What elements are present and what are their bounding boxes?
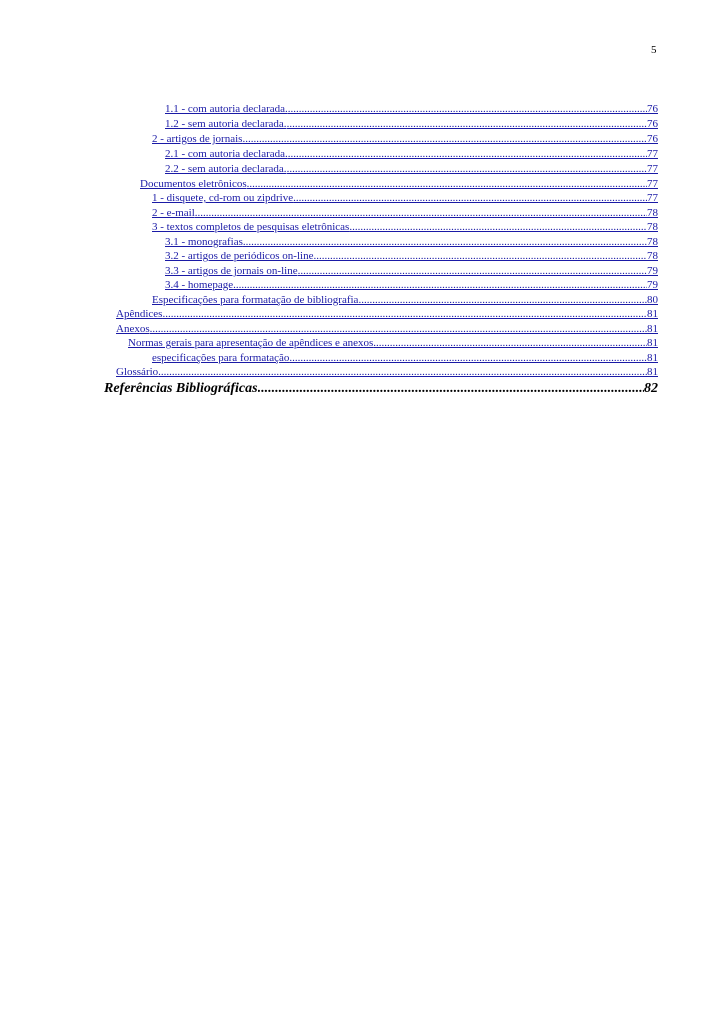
toc-entry-textos-completos[interactable]	[152, 220, 658, 235]
toc-entry-page: 77	[647, 192, 658, 204]
toc-leader-dots	[158, 365, 647, 379]
toc-entry-page: 76	[647, 118, 658, 130]
toc-entry-documentos-eletronicos[interactable]	[140, 177, 658, 192]
toc-entry-page: 81	[647, 308, 658, 320]
toc-entry-page: 78	[647, 207, 658, 219]
toc-entry-glossario[interactable]	[116, 365, 658, 380]
toc-leader-dots	[287, 117, 647, 131]
toc-entry-title: especificações para formatação	[152, 352, 290, 364]
toc-entry-title: Documentos eletrônicos	[140, 178, 247, 190]
toc-entry-title: Anexos	[116, 323, 150, 335]
toc-entry-title: 1 - disquete, cd-rom ou zipdrive	[152, 192, 294, 204]
toc-entry-title: 3.2 - artigos de periódicos on-line	[165, 250, 314, 262]
toc-entry-referencias-bibliograficas[interactable]	[104, 380, 658, 400]
toc-entry-page: 76	[647, 103, 658, 115]
toc-entry-page: 78	[647, 250, 658, 262]
toc-leader-dots	[242, 132, 647, 146]
toc-entry-page: 81	[647, 337, 658, 349]
toc-entry-page: 81	[647, 366, 658, 378]
toc-entry-2-1-com-autoria[interactable]	[165, 147, 658, 162]
toc-entry-artigos-jornais-online[interactable]	[165, 264, 658, 279]
toc-leader-dots	[233, 278, 647, 292]
toc-entry-page: 78	[647, 221, 658, 233]
toc-entry-anexos[interactable]	[116, 322, 658, 337]
toc-entry-title: 2 - artigos de jornais	[152, 133, 243, 145]
toc-entry-title: 2.2 - sem autoria declarada.	[165, 163, 287, 175]
toc-leader-dots	[195, 206, 647, 220]
toc-entry-page: 80	[647, 294, 658, 306]
toc-entry-monografias[interactable]	[165, 235, 658, 250]
toc-leader-dots	[162, 307, 647, 321]
toc-entry-1-2-sem-autoria[interactable]	[165, 117, 658, 132]
toc-leader-dots	[243, 235, 647, 249]
toc-entry-especificacoes-bibliografia[interactable]	[152, 293, 658, 308]
toc-entry-page: 78	[647, 236, 658, 248]
toc-entry-title: 2 - e-mail	[152, 207, 195, 219]
toc-entry-title: Apêndices	[116, 308, 163, 320]
page-number: 5	[651, 44, 657, 56]
toc-entry-especificacoes-formatacao[interactable]	[152, 351, 658, 366]
toc-entry-e-mail[interactable]	[152, 206, 658, 221]
toc-entry-page: 81	[647, 352, 658, 364]
toc-leader-dots	[293, 191, 647, 205]
toc-leader-dots	[358, 293, 647, 307]
toc-entry-title: 1.2 - sem autoria declarada.	[165, 118, 287, 130]
toc-entry-title: 3.4 - homepage	[165, 279, 234, 291]
toc-entry-page: 82	[644, 381, 658, 396]
toc-leader-dots	[288, 147, 647, 161]
toc-entry-page: 77	[647, 178, 658, 190]
toc-leader-dots	[247, 177, 647, 191]
toc-entry-title: 3 - textos completos de pesquisas eletrônicas	[152, 221, 350, 233]
toc-entry-normas-gerais[interactable]	[128, 336, 658, 351]
toc-entry-title: Glossário	[116, 366, 159, 378]
toc-entry-page: 76	[647, 133, 658, 145]
toc-entry-title: 3.1 - monografias	[165, 236, 243, 248]
toc-entry-title: 2.1 - com autoria declarada.	[165, 148, 288, 160]
toc-entry-title: Especificações para formatação de bibliografia	[152, 294, 359, 306]
toc-entry-disquete[interactable]	[152, 191, 658, 206]
toc-entry-artigos-de-jornais[interactable]	[152, 132, 658, 147]
toc-entry-page: 79	[647, 265, 658, 277]
toc-entry-artigos-periodicos[interactable]	[165, 249, 658, 264]
toc-leader-dots	[150, 322, 647, 336]
toc-entry-title: 3.3 - artigos de jornais on-line	[165, 265, 298, 277]
toc-entry-page: 77	[647, 163, 658, 175]
toc-leader-dots	[373, 336, 647, 350]
toc-leader-dots	[313, 249, 647, 263]
toc-leader-dots	[287, 162, 647, 176]
toc-leader-dots	[289, 351, 647, 365]
toc-entry-title: Referências Bibliográficas	[104, 381, 258, 396]
toc-entry-title: 1.1 - com autoria declarada.	[165, 103, 288, 115]
toc-leader-dots	[349, 220, 647, 234]
toc-entry-apendices[interactable]	[116, 307, 658, 322]
toc-leader-dots	[288, 102, 647, 116]
toc-leader-dots	[298, 264, 647, 278]
toc-leader-dots	[258, 380, 644, 398]
toc-entry-page: 77	[647, 148, 658, 160]
toc-entry-page: 81	[647, 323, 658, 335]
toc-entry-page: 79	[647, 279, 658, 291]
toc-entry-title: Normas gerais para apresentação de apêndices e anexos	[128, 337, 374, 349]
toc-entry-1-1-com-autoria[interactable]	[165, 102, 658, 117]
toc-entry-2-2-sem-autoria[interactable]	[165, 162, 658, 177]
toc-entry-homepage[interactable]	[165, 278, 658, 293]
